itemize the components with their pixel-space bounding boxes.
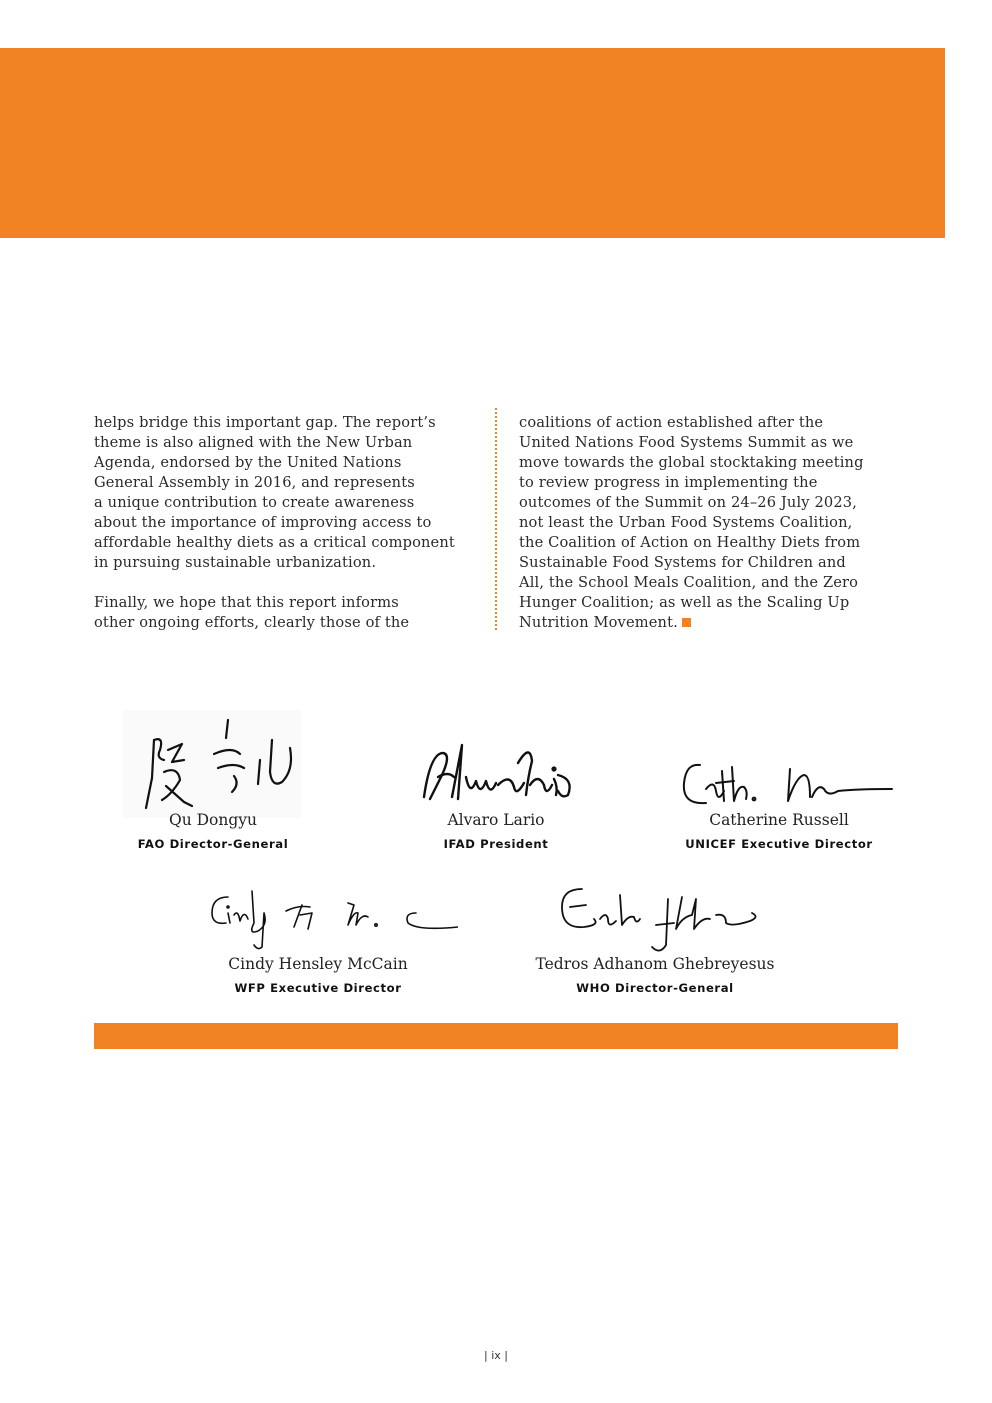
signatory-name: Cindy Hensley McCain [228, 955, 408, 973]
page-number: | ix | [484, 1349, 508, 1362]
header-color-band [0, 48, 945, 238]
signature-block-fao [112, 705, 314, 855]
paragraph-text: coalitions of action established after the United Nations Food Systems Summit as we move towards the global stocktaking meeting to review progress in implementing the outcomes of the Summit on 24–26 July 2023, not least the Urban Food Systems Coalition, the Coalition of Action on Healthy Diets from Sustainable Food Systems for Children and All, the School Meals Coalition, and the Zero Hunger Coalition; as well as the Scaling Up Nutrition Movement. [519, 414, 864, 631]
signatory-title: IFAD President [443, 837, 549, 851]
signature-image [678, 705, 898, 805]
signatory-name: Qu Dongyu [168, 811, 258, 829]
signatory-title: FAO Director-General [137, 837, 289, 851]
signature-image [122, 710, 302, 818]
paragraph [519, 413, 899, 633]
text-column-left [94, 413, 474, 633]
signature-block-who [530, 885, 780, 997]
signature-image [556, 885, 766, 957]
signature-image [418, 705, 578, 805]
paragraph: Finally, we hope that this report informs other ongoing efforts, clearly those of the [94, 594, 410, 631]
signatory-title: WHO Director-General [576, 981, 734, 995]
signatory-title: UNICEF Executive Director [685, 837, 873, 851]
column-divider [495, 408, 497, 630]
signature-image [208, 885, 458, 955]
signatory-title: WFP Executive Director [234, 981, 402, 995]
footer-color-band [94, 1023, 898, 1049]
end-of-text-marker [682, 618, 691, 627]
signatory-name: Alvaro Lario [447, 811, 545, 829]
text-column-right [519, 413, 899, 633]
signature-block-ifad [396, 705, 596, 855]
signatory-name: Tedros Adhanom Ghebreyesus [535, 955, 775, 973]
paragraph: helps bridge this important gap. The report’s theme is also aligned with the New Urban Agenda, endorsed by the United Nations General Assembly in 2016, and represents a unique contribution to create awareness about the importance of improving access to affordable healthy diets as a critical component in pursuing sustainable urbanization. [94, 414, 455, 571]
signature-block-wfp [204, 885, 432, 997]
signatory-name: Catherine Russell [709, 811, 849, 829]
signature-block-unicef [668, 705, 890, 855]
